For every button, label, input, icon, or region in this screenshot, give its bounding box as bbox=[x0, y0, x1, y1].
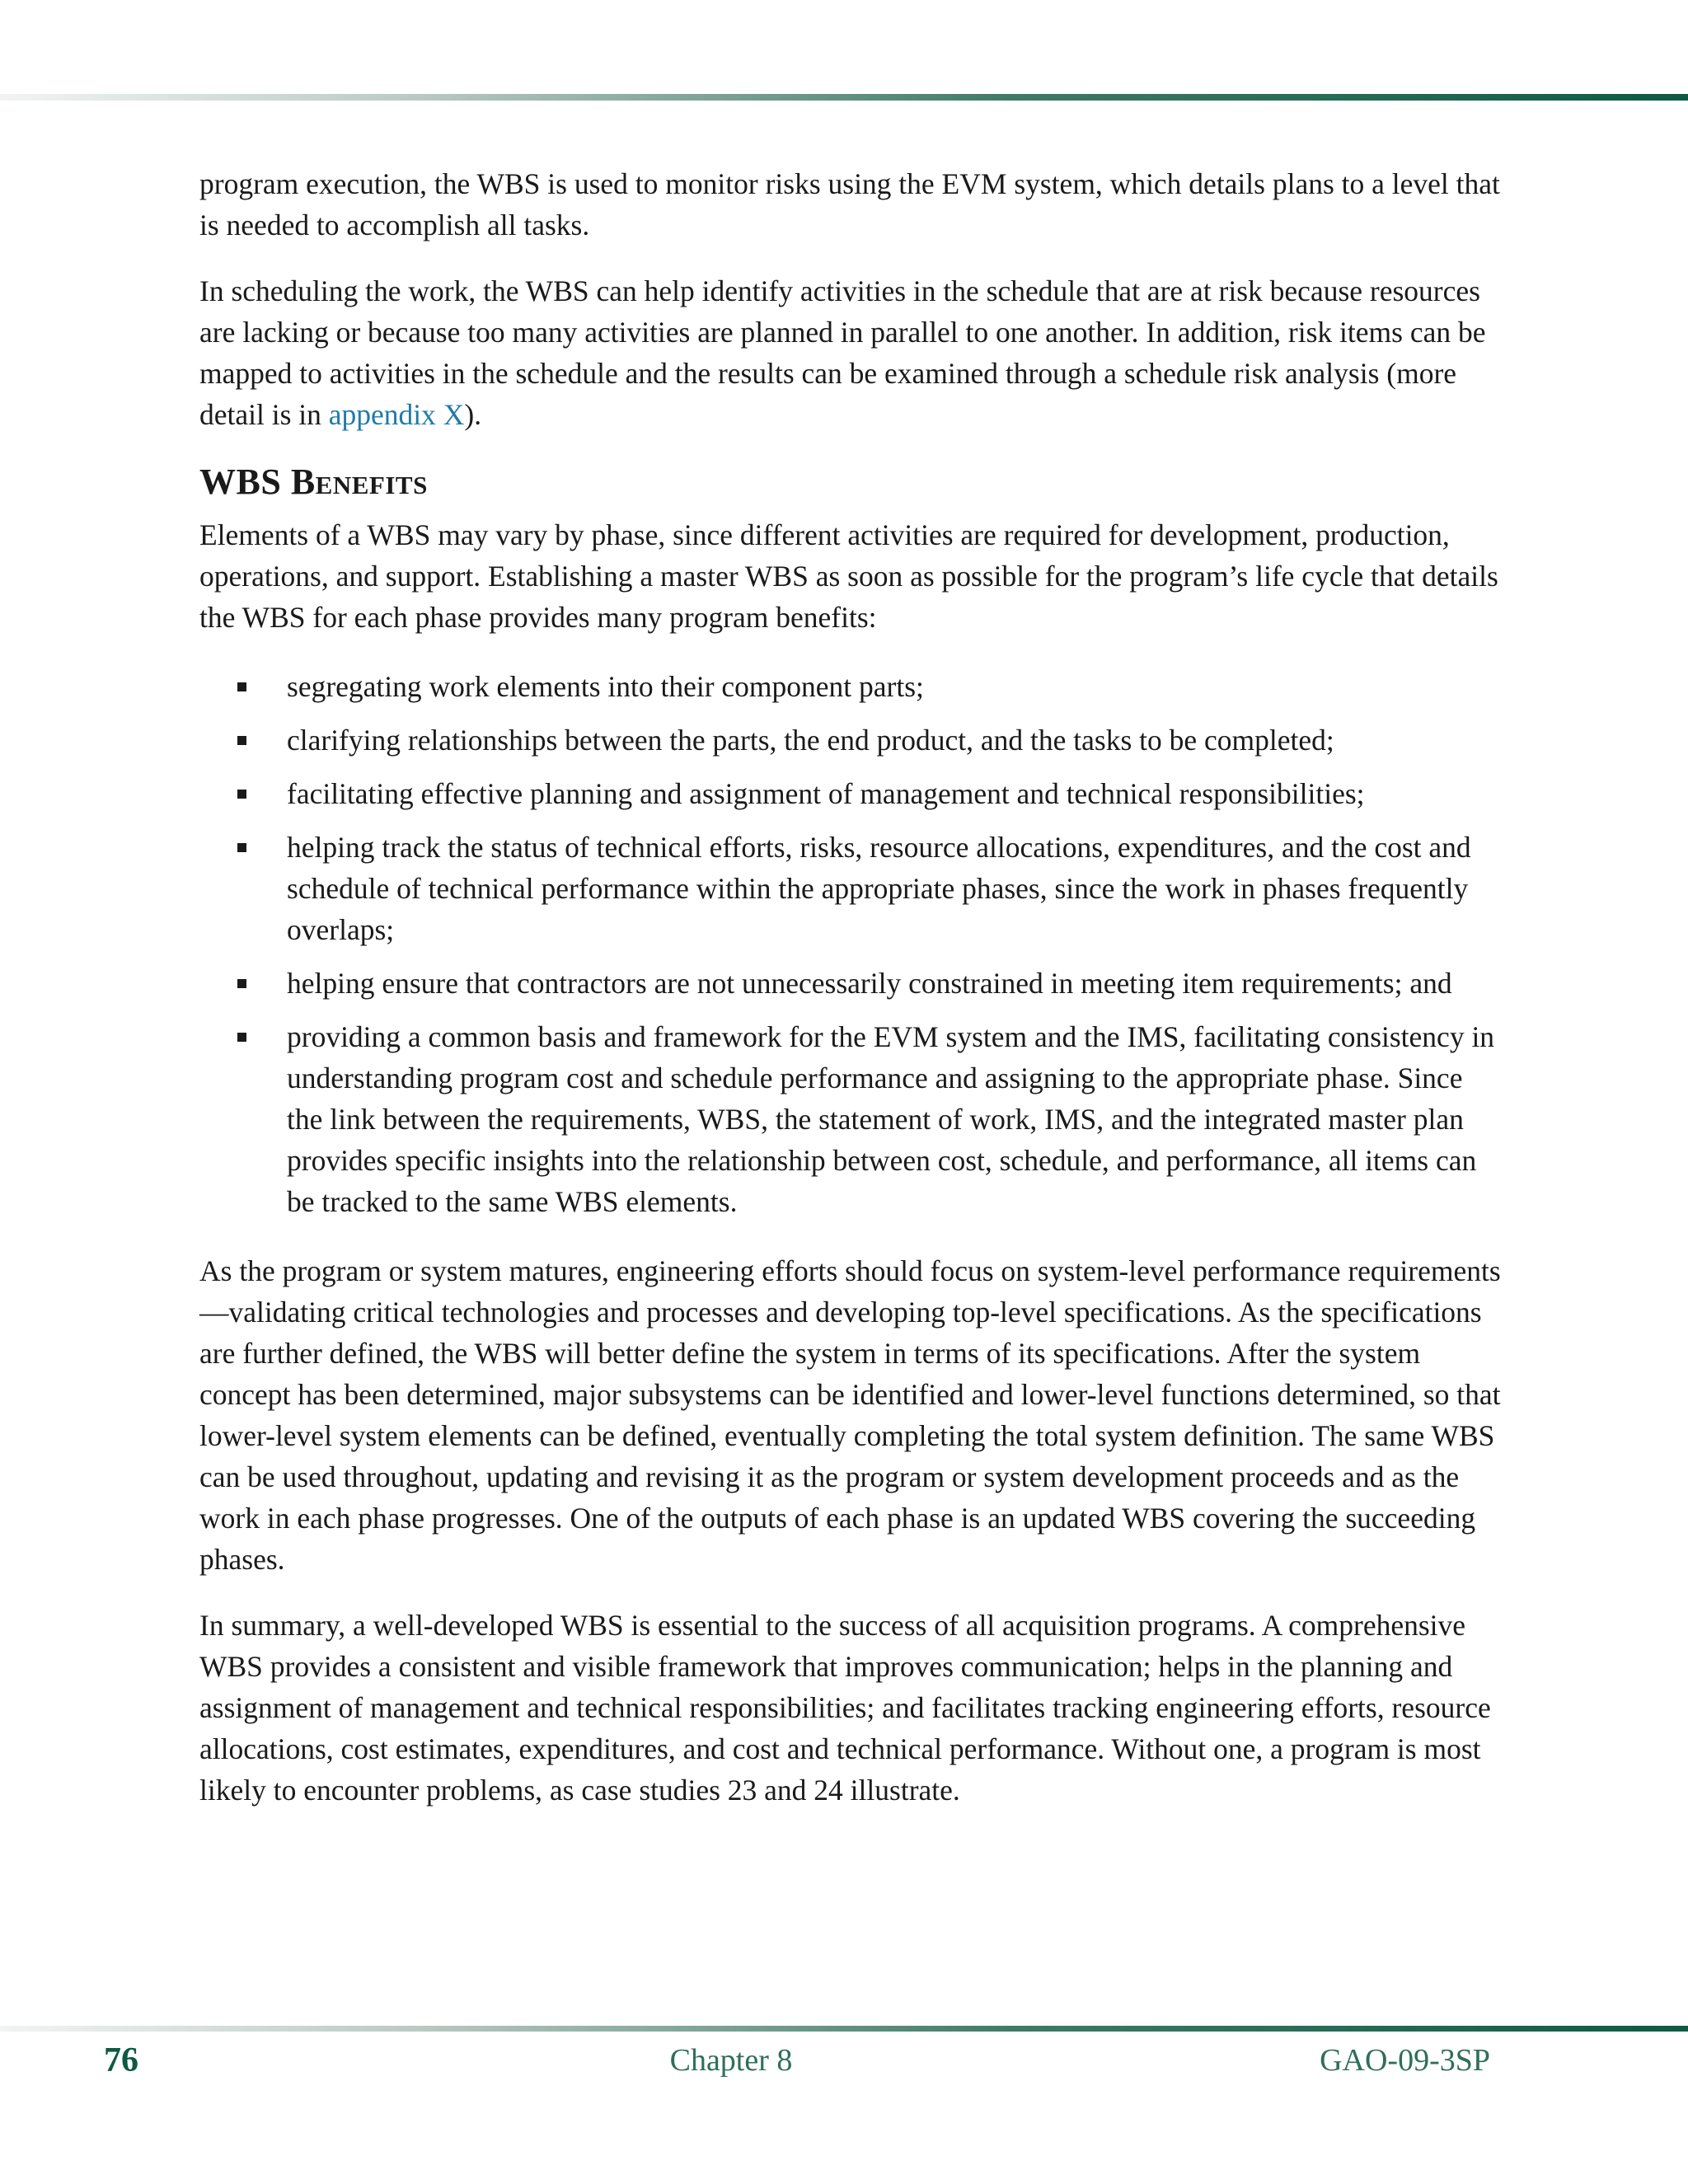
list-item-text: facilitating effective planning and assignment of management and technical responsibilities; bbox=[287, 777, 1365, 810]
paragraph-2-text: In scheduling the work, the WBS can help identify activities in the schedule that are at risk because resources are lacking or because too many activities are planned in parallel to one another. In addition, risk items can be mapped to activities in the schedule and the results can be examined through a schedule risk analysis (more detail is in bbox=[199, 274, 1486, 431]
page-body bbox=[199, 163, 1502, 1835]
square-bullet-icon bbox=[237, 1033, 246, 1042]
list-item bbox=[199, 963, 1502, 1004]
benefit-list bbox=[199, 666, 1502, 1222]
square-bullet-icon bbox=[237, 790, 246, 799]
list-item bbox=[199, 1016, 1502, 1222]
list-item bbox=[199, 827, 1502, 950]
list-item bbox=[199, 773, 1502, 814]
list-item-text: providing a common basis and framework for the EVM system and the IMS, facilitating consistency in understanding program cost and schedule performance and assigning to the appropriate phase. Since the link between the requirements, WBS, the statement of work, IMS, and the integrated master plan provides specific insights into the relationship between cost, schedule, and performance, all items can be tracked to the same WBS elements. bbox=[287, 1020, 1495, 1218]
square-bullet-icon bbox=[237, 736, 246, 745]
top-rule bbox=[0, 94, 1688, 101]
footer-chapter: Chapter 8 bbox=[669, 2043, 793, 2078]
list-item-text: helping ensure that contractors are not unnecessarily constrained in meeting item requirements; and bbox=[287, 967, 1452, 1000]
bottom-rule bbox=[0, 2026, 1688, 2032]
list-item-text: clarifying relationships between the parts, the end product, and the tasks to be completed; bbox=[287, 724, 1334, 757]
list-item bbox=[199, 666, 1502, 707]
footer-document-id: GAO-09-3SP bbox=[1320, 2043, 1490, 2078]
square-bullet-icon bbox=[237, 843, 246, 852]
list-item-text: helping track the status of technical efforts, risks, resource allocations, expenditures, and the cost and schedule of technical performance within the appropriate phases, since the work in phases frequently overlaps; bbox=[287, 831, 1471, 946]
paragraph-5: In summary, a well-developed WBS is essential to the success of all acquisition programs. A comprehensive WBS provides a consistent and visible framework that improves communication; helps in the planning and assignment of management and technical responsibilities; and facilitates tracking engineering efforts, resource allocations, cost estimates, expenditures, and cost and technical performance. Without one, a program is most likely to encounter problems, as case studies 23 and 24 illustrate. bbox=[199, 1609, 1491, 1807]
section-heading-wbs-benefits: WBS Benefits bbox=[199, 462, 428, 502]
list-item-text: segregating work elements into their component parts; bbox=[287, 670, 924, 703]
square-bullet-icon bbox=[237, 979, 246, 988]
page-number: 76 bbox=[104, 2041, 138, 2079]
paragraph-2-end: ). bbox=[464, 398, 482, 431]
paragraph-2 bbox=[199, 270, 1502, 435]
square-bullet-icon bbox=[237, 682, 246, 691]
paragraph-3: Elements of a WBS may vary by phase, since different activities are required for development, production, operations, and support. Establishing a master WBS as soon as possible for the program’s life cycle that details the WBS for each phase provides many program benefits: bbox=[199, 518, 1498, 634]
paragraph-1: program execution, the WBS is used to monitor risks using the EVM system, which details plans to a level that is needed to accomplish all tasks. bbox=[199, 167, 1500, 241]
list-item bbox=[199, 719, 1502, 761]
paragraph-4: As the program or system matures, engineering efforts should focus on system-level performance requirements—validating critical technologies and processes and developing top-level specifications. As the specifications are further defined, the WBS will better define the system in terms of its specifications. After the system concept has been determined, major subsystems can be identified and lower-level functions determined, so that lower-level system elements can be defined, eventually completing the total system definition. The same WBS can be used throughout, updating and revising it as the program or system development proceeds and as the work in each phase progresses. One of the outputs of each phase is an updated WBS covering the succeeding phases. bbox=[199, 1254, 1501, 1576]
appendix-x-link[interactable]: appendix X bbox=[328, 398, 465, 431]
